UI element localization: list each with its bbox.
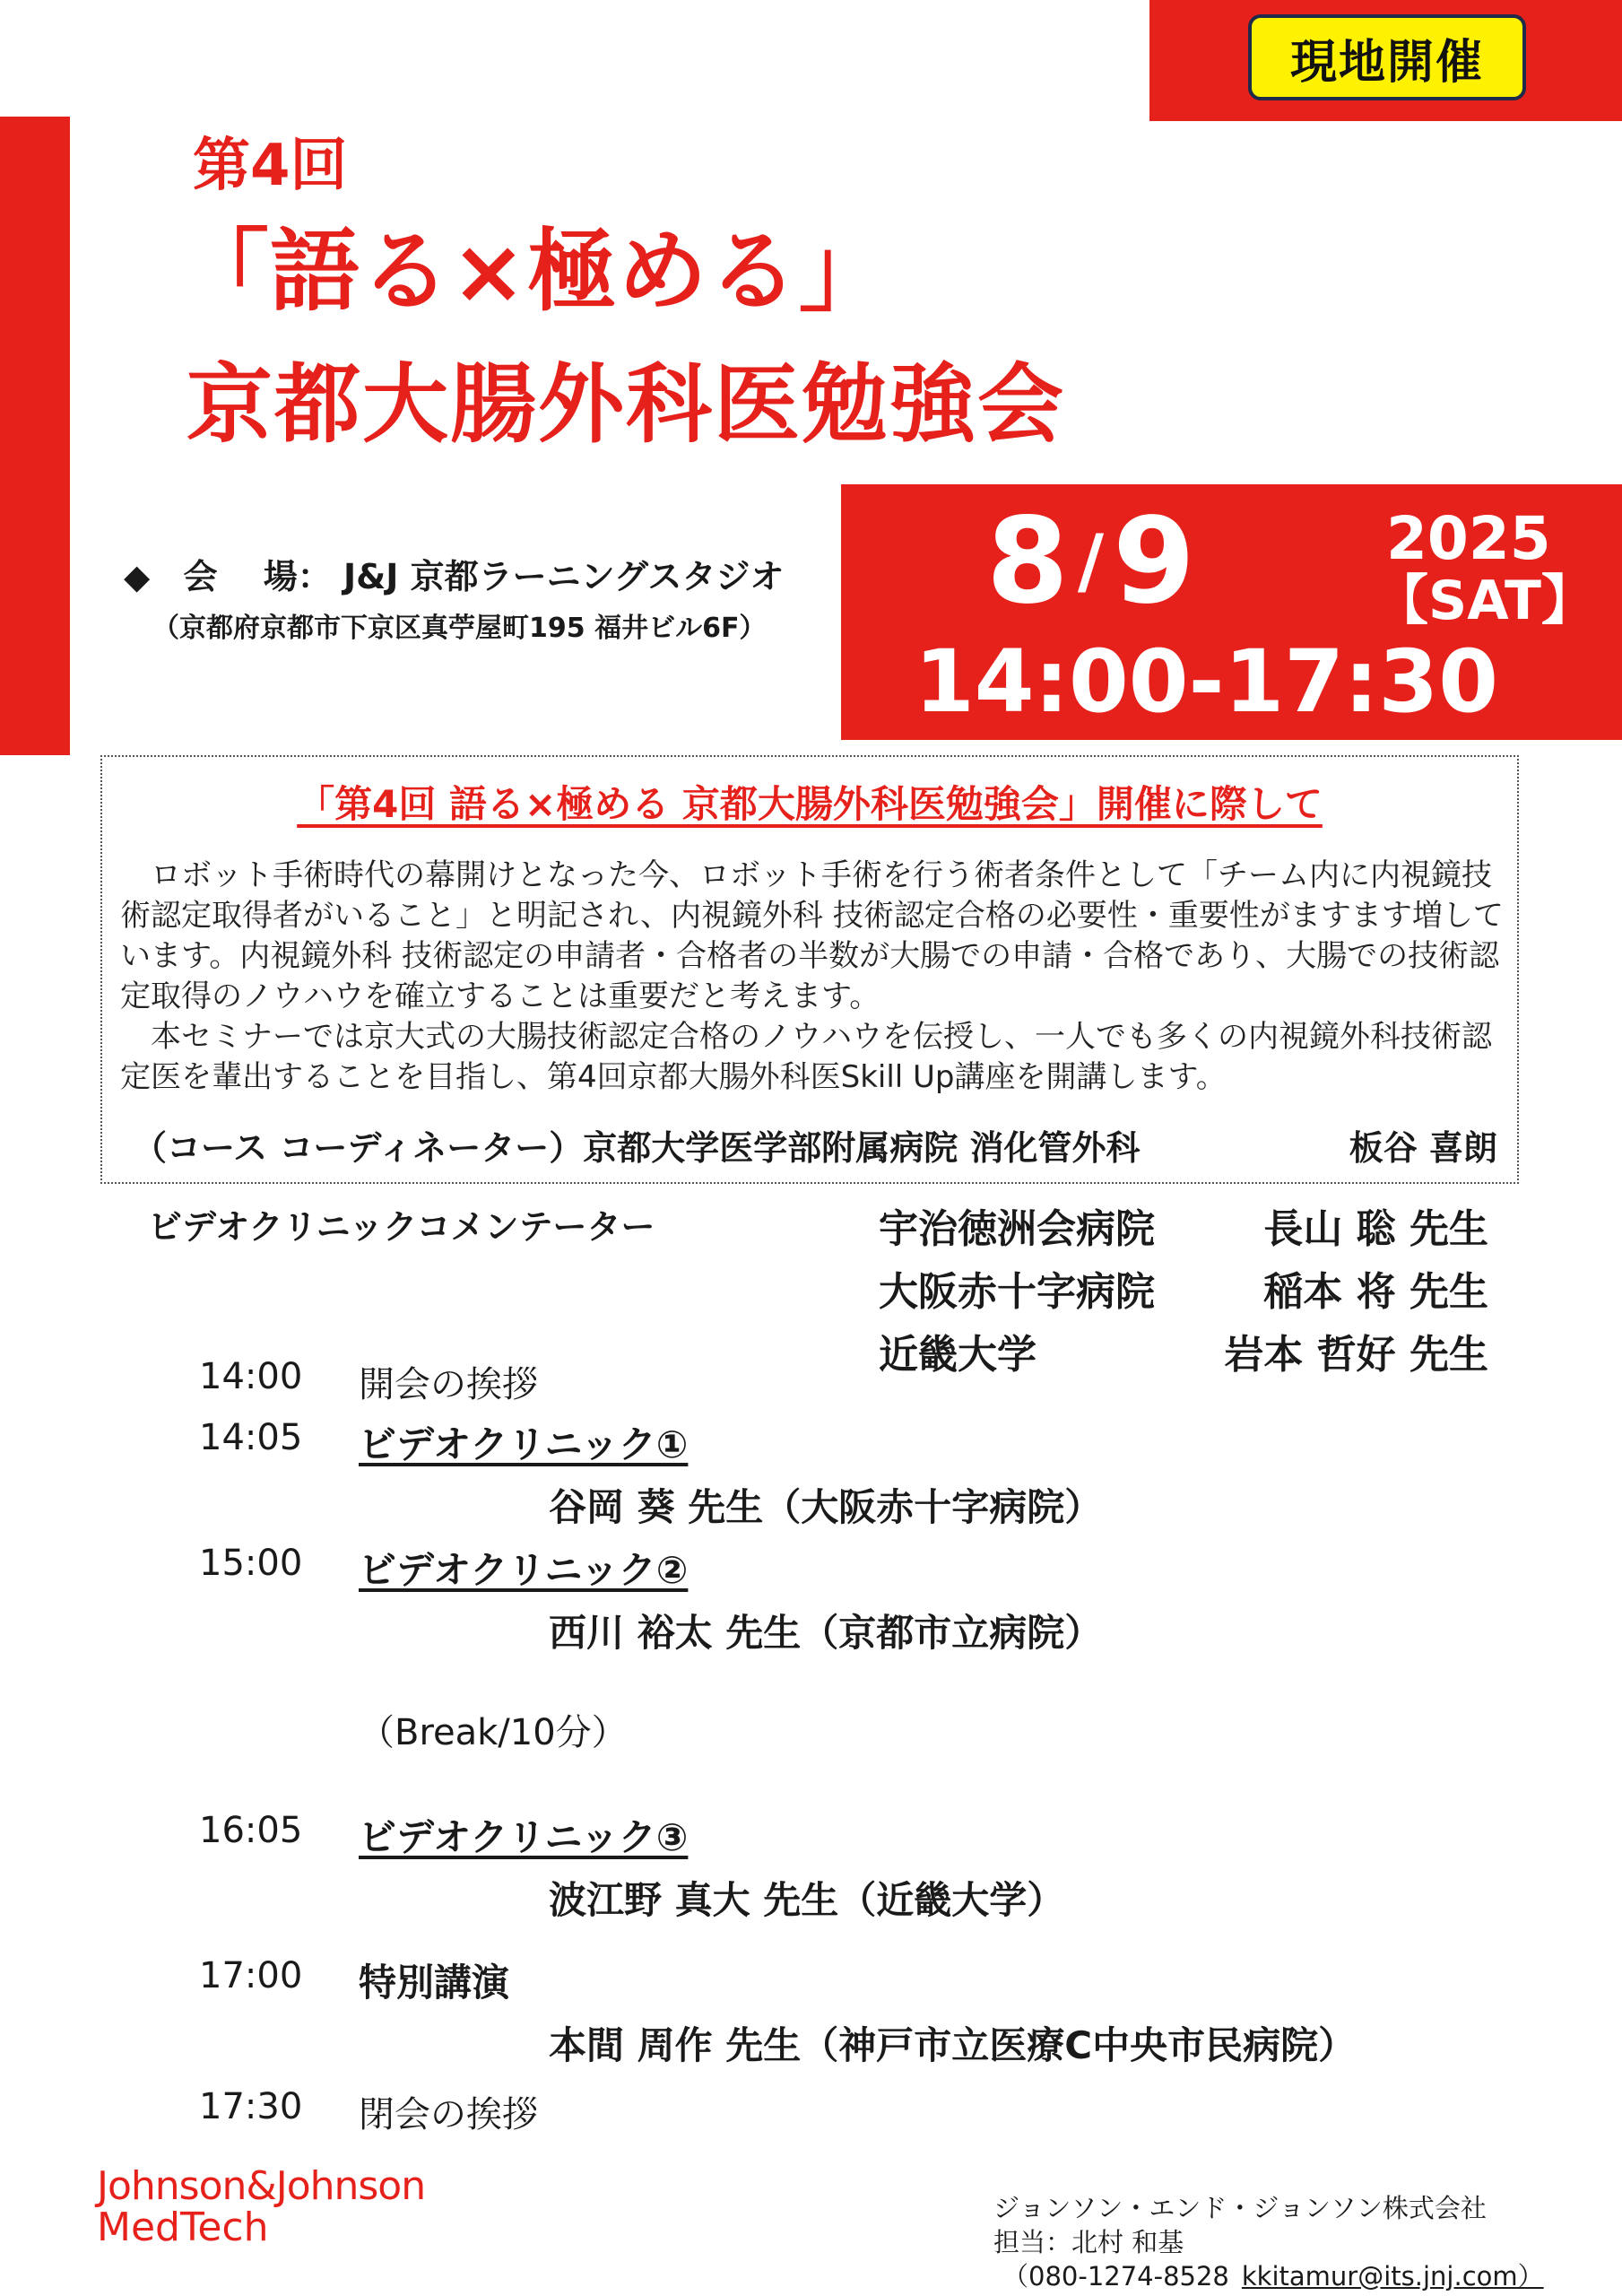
contact-person: 担当：北村 和基 bbox=[993, 2227, 1184, 2257]
commentator-hospital: 大阪赤十字病院 bbox=[879, 1269, 1155, 1315]
commentator-heading: ビデオクリニックコメンテーター bbox=[148, 1207, 655, 1247]
contact-line bbox=[1002, 2257, 1544, 2293]
date-year: 2025 bbox=[1386, 504, 1551, 573]
message-paragraph-1: ロボット手術時代の幕開けとなった今、ロボット手術を行う術者条件として「チーム内に内視鏡技術認定取得者がいること」と明記され、内視鏡外科 技術認定合格の必要性・重要性がますます増しています。内視鏡外科 技術認定の申請者・合格者の半数が大腸での申請・合格であり、大腸での技術認定取得のノウハウを確立することは重要だと考えます。 bbox=[120, 857, 1504, 1014]
venue-address: （京都府京都市下京区真苧屋町195 福井ビル6F） bbox=[152, 613, 767, 644]
bullet-icon: ◆ bbox=[124, 557, 151, 596]
commentator-doctor: 稲本 将 先生 bbox=[1263, 1269, 1488, 1315]
program-time: 14:05 bbox=[199, 1417, 303, 1458]
message-paragraph-2: 本セミナーでは京大式の大腸技術認定合格のノウハウを伝授し、一人でも多くの内視鏡外科技術認定医を輩出することを目指し、第4回京都大腸外科医Skill Up講座を開講します。 bbox=[120, 1019, 1492, 1095]
commentator-hospital: 近畿大学 bbox=[879, 1332, 1037, 1378]
left-red-bar bbox=[0, 117, 70, 755]
venue-name: J&J 京都ラーニングスタジオ bbox=[343, 557, 785, 596]
contact-phone: （080-1274-8528 bbox=[1002, 2261, 1229, 2292]
event-date bbox=[986, 492, 1195, 631]
program-time: 15:00 bbox=[199, 1543, 303, 1584]
program-item: 開会の挨拶 bbox=[359, 1364, 538, 1405]
date-day: 9 bbox=[1113, 492, 1195, 631]
title-line-2: 京都大腸外科医勉強会 bbox=[186, 354, 1065, 455]
commentator-hospital: 宇治徳洲会病院 bbox=[879, 1206, 1155, 1252]
program-presenter: 波江野 真大 先生（近畿大学） bbox=[549, 1878, 1065, 1922]
message-heading: 「第4回 語る×極める 京都大腸外科医勉強会」開催に際して bbox=[297, 782, 1323, 826]
coordinator-label: （コース コーディネーター）京都大学医学部附属病院 消化管外科 bbox=[133, 1128, 1141, 1168]
program-item: 閉会の挨拶 bbox=[359, 2094, 538, 2135]
date-month: 8 bbox=[986, 492, 1069, 631]
edition-label: 第4回 bbox=[193, 133, 348, 199]
program-break: （Break/10分） bbox=[359, 1712, 628, 1753]
date-box bbox=[841, 484, 1622, 740]
jnj-logo-line-2: MedTech bbox=[97, 2205, 269, 2250]
date-weekday: 【SAT】 bbox=[1375, 570, 1595, 632]
program-presenter: 本間 周作 先生（神戸市立医療C中央市民病院） bbox=[549, 2023, 1357, 2067]
commentator-row bbox=[879, 1196, 1488, 1254]
program-time: 17:30 bbox=[199, 2086, 303, 2127]
program-time: 14:00 bbox=[199, 1356, 303, 1397]
message-box bbox=[100, 755, 1519, 1184]
onsite-badge: 現地開催 bbox=[1248, 14, 1526, 100]
jnj-logo-line-1: Johnson&Johnson bbox=[97, 2163, 426, 2209]
commentator-doctor: 長山 聡 先生 bbox=[1263, 1206, 1488, 1252]
program-item: ビデオクリニック① bbox=[359, 1422, 689, 1466]
program-item: 特別講演 bbox=[359, 1961, 510, 2005]
date-slash: / bbox=[1077, 519, 1105, 603]
message-body bbox=[120, 856, 1505, 1098]
program-presenter: 谷岡 葵 先生（大阪赤十字病院） bbox=[549, 1485, 1103, 1529]
commentator-row bbox=[879, 1322, 1488, 1379]
program-presenter: 西川 裕太 先生（京都市立病院） bbox=[549, 1611, 1103, 1655]
venue-label: 会 場： bbox=[183, 557, 332, 596]
program-time: 16:05 bbox=[199, 1810, 303, 1851]
program-time: 17:00 bbox=[199, 1955, 303, 1996]
program-item: ビデオクリニック② bbox=[359, 1548, 689, 1592]
title-line-1: 「語る×極める」 bbox=[179, 219, 889, 324]
company-name: ジョンソン・エンド・ジョンソン株式会社 bbox=[993, 2193, 1487, 2223]
commentator-doctor: 岩本 哲好 先生 bbox=[1224, 1332, 1488, 1378]
contact-email-link[interactable]: kkitamur@its.jnj.com） bbox=[1241, 2261, 1544, 2292]
commentator-row bbox=[879, 1259, 1488, 1317]
coordinator-name: 板谷 喜朗 bbox=[1349, 1128, 1497, 1168]
venue-line bbox=[124, 549, 784, 598]
event-time: 14:00-17:30 bbox=[915, 631, 1498, 732]
program-item: ビデオクリニック③ bbox=[359, 1815, 689, 1859]
